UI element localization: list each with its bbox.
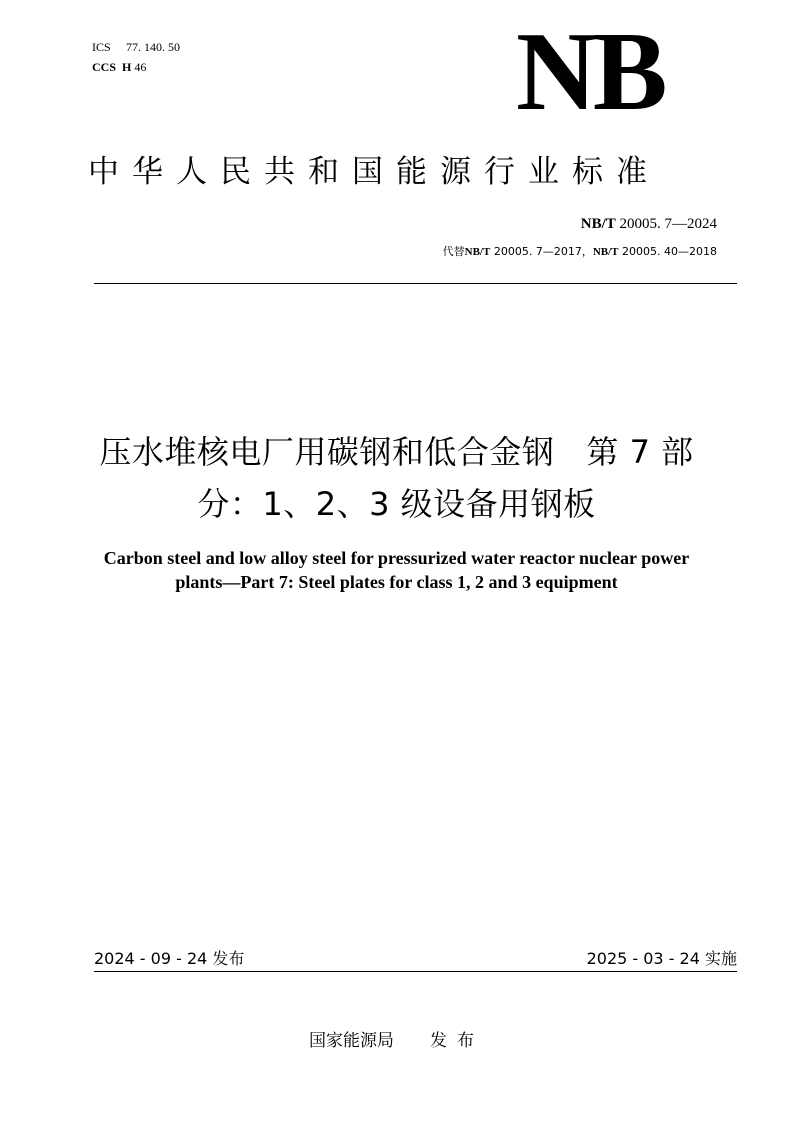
title-english — [70, 546, 723, 594]
replaces-line — [443, 243, 717, 259]
issue-date: 2024 - 09 - 24 发布 — [94, 949, 245, 968]
header-divider — [94, 283, 737, 284]
title-english-line-2: plants—Part 7: Steel plates for class 1, 2 and 3 equipment — [175, 572, 618, 592]
ics-code — [92, 40, 180, 55]
ics-label: ICS — [92, 40, 111, 54]
replaces-std1-prefix: NB/T — [464, 246, 491, 258]
standard-number — [581, 216, 717, 233]
title-chinese — [60, 430, 733, 526]
publisher-name: 国家能源局 — [309, 1031, 394, 1051]
standard-category: 中华人民共和国能源行业标准 — [88, 154, 660, 190]
publisher — [0, 1026, 793, 1051]
replaces-prefix: 代替 — [442, 245, 465, 258]
publisher-action: 发布 — [430, 1031, 484, 1051]
nb-logo: NB — [516, 10, 664, 134]
ics-value: 77. 140. 50 — [126, 40, 180, 54]
implementation-date: 2025 - 03 - 24 实施 — [586, 949, 737, 968]
ccs-label: CCS — [92, 60, 117, 74]
ccs-letter: H — [122, 60, 132, 74]
title-chinese-line-2: 分：1、2、3 级设备用钢板 — [197, 485, 596, 523]
ccs-number: 46 — [134, 60, 147, 74]
replaces-std1-number: 20005. 7—2017 — [493, 245, 582, 258]
replaces-std2-number: 20005. 40—2018 — [622, 245, 717, 258]
title-english-line-1: Carbon steel and low alloy steel for pressurized water reactor nuclear power — [103, 548, 690, 568]
footer-divider — [94, 971, 737, 972]
standard-number-value: 20005. 7—2024 — [619, 216, 717, 232]
title-chinese-line-1: 压水堆核电厂用碳钢和低合金钢 第 7 部 — [99, 433, 694, 471]
ccs-code — [92, 60, 146, 75]
replaces-std2-prefix: NB/T — [592, 246, 619, 258]
replaces-separator: ， — [581, 245, 593, 258]
standard-number-prefix: NB/T — [580, 216, 616, 232]
